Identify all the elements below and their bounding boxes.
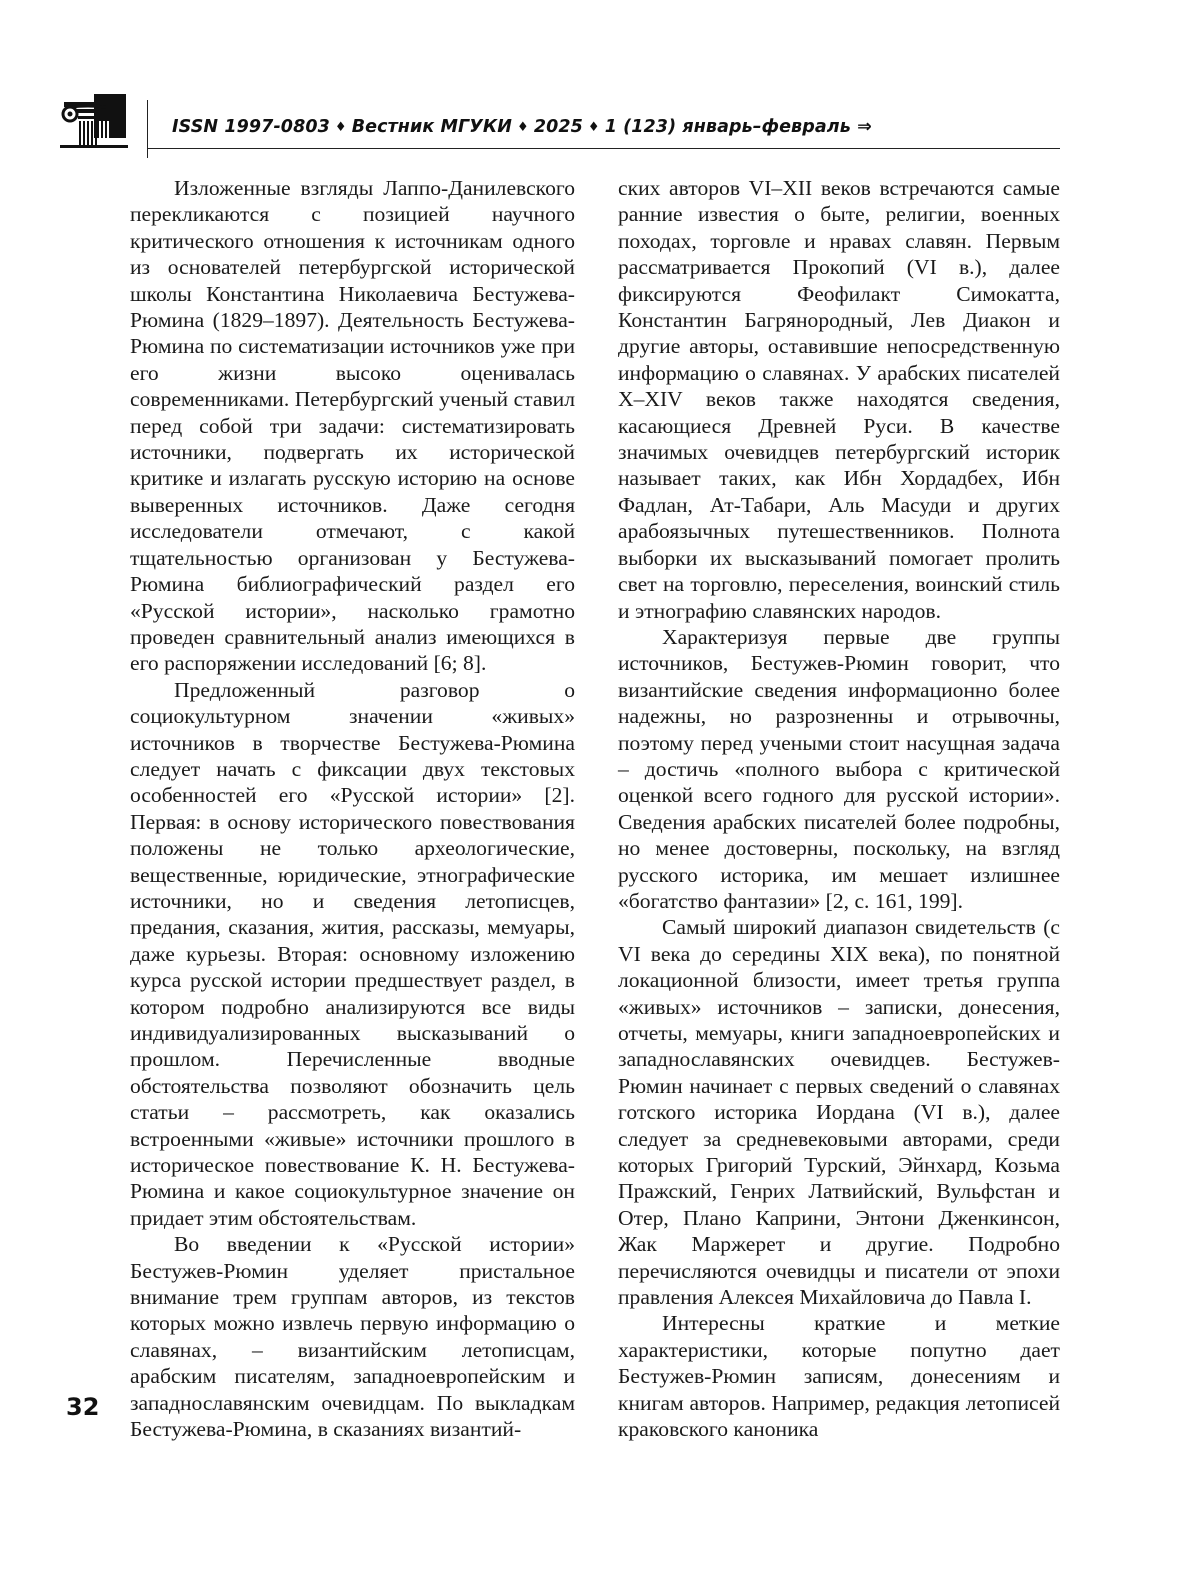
header-vertical-rule (147, 100, 148, 158)
header-issn: ISSN 1997-0803 (172, 117, 330, 137)
header-issue: 1 (123) январь–февраль (604, 117, 851, 137)
running-header (172, 117, 872, 137)
header-separator-2: ♦ (517, 120, 529, 135)
journal-logo-icon (60, 92, 128, 148)
paragraph: Во введении к «Русской истории» Бестужев-Рюмин уделяет пристальное внимание трем группам авторов, из текстов которых можно извлечь первую информацию о славянах, – византийским летописцам, арабским писателям, западноевропейским и западнославянским очевидцам. По выкладкам Бестужева-Рюмина, в сказаниях византий- (130, 1232, 575, 1442)
paragraph-continuation: ских авторов VI–XII веков встречаются самые ранние известия о быте, религии, военных походах, торговле и нравах славян. Первым рассматривается Прокопий (VI в.), далее фиксируются Феофилакт Симокатта, Константин Багрянородный, Лев Диакон и другие авторы, оставившие непосредственную информацию о славянах. У арабских писателей X–XIV веков также находятся сведения, касающиеся Древней Руси. В качестве значимых очевидцев петербургский историк называет таких, как Ибн Хордадбех, Ибн Фадлан, Ат-Табари, Аль Масуди и других арабоязычных путешественников. Полнота выборки их высказываний помогает пролить свет на торговлю, переселения, воинский стиль и этнографию славянских народов. (618, 176, 1060, 623)
paragraph: Интересны краткие и меткие характеристики, которые попутно дает Бестужев-Рюмин записям, донесениям и книгам авторов. Например, редакция летописей краковского каноника (618, 1311, 1060, 1442)
paragraph: Характеризуя первые две группы источников, Бестужев-Рюмин говорит, что византийские сведения информационно более надежны, но разрозненны и отрывочны, поэтому перед учеными стоит насущная задача – достичь «полного выбора с критической оценкой всего годного для русской истории». Сведения арабских писателей более подробны, но менее достоверны, поскольку, на взгляд русского историка, им мешает излишнее «богатство фантазии» [2, с. 161, 199]. (618, 624, 1060, 913)
left-column (130, 175, 575, 1443)
header-horizontal-rule (148, 148, 1060, 149)
paragraph: Предложенный разговор о социокультурном значении «живых» источников в творчестве Бестужева-Рюмина следует начать с фиксации двух текстовых особенностей его «Русской истории» [2]. Первая: в основу исторического повествования положены не только археологические, вещественные, юридические, этнографические источники, но и сведения летописцев, предания, сказания, жития, рассказы, мемуары, даже курьезы. Вторая: основному изложению курса русской истории предшествует раздел, в котором подробно анализируются все виды индивидуализированных высказываний о прошлом. Перечисленные вводные обстоятельства позволяют обозначить цель статьи – рассмотреть, как оказались встроенными «живые» источники прошлого в историческое повествование К. Н. Бестужева-Рюмина и какое социокультурное значение он придает этим обстоятельствам. (130, 677, 575, 1230)
header-year: 2025 (533, 117, 583, 137)
paragraph: Изложенные взгляды Лаппо-Данилевского перекликаются с позицией научного критического отношения к источникам одного из основателей петербургской исторической школы Константина Николаевича Бестужева-Рюмина (1829–1897). Деятельность Бестужева-Рюмина по систематизации источников уже при его жизни высоко оценивалась современниками. Петербургский ученый ставил перед собой три задачи: систематизировать источники, подвергать их исторической критике и излагать русскую историю на основе выверенных источников. Даже сегодня исследователи отмечают, с какой тщательностью организован у Бестужева-Рюмина библиографический раздел его «Русской истории», насколько грамотно проведен сравнительный анализ имеющихся в его распоряжении исследований [6; 8]. (130, 176, 575, 676)
header-separator-1: ♦ (334, 120, 347, 135)
paragraph: Самый широкий диапазон свидетельств (с VI века до середины XIX века), по понятной локационной близости, имеет третья группа «живых» источников – записки, донесения, отчеты, мемуары, книги западноевропейских и западнославянских очевидцев. Бестужев-Рюмин начинает с первых сведений о славянах готского историка Иордана (VI в.), далее следует за средневековыми авторами, среди которых Григорий Турский, Эйнхард, Козьма Пражский, Генрих Латвийский, Вульфстан и Отер, Плано Каприни, Энтони Дженкинсон, Жак Маржерет и другие. Подробно перечисляются очевидцы и писатели от эпохи правления Алексея Михайловича до Павла I. (618, 915, 1060, 1310)
page-number: 32 (66, 1393, 100, 1421)
header-arrow-icon: ⇒ (857, 117, 872, 137)
header-journal: Вестник МГУКИ (351, 117, 513, 137)
right-column (618, 175, 1060, 1443)
header-separator-3: ♦ (587, 120, 600, 135)
